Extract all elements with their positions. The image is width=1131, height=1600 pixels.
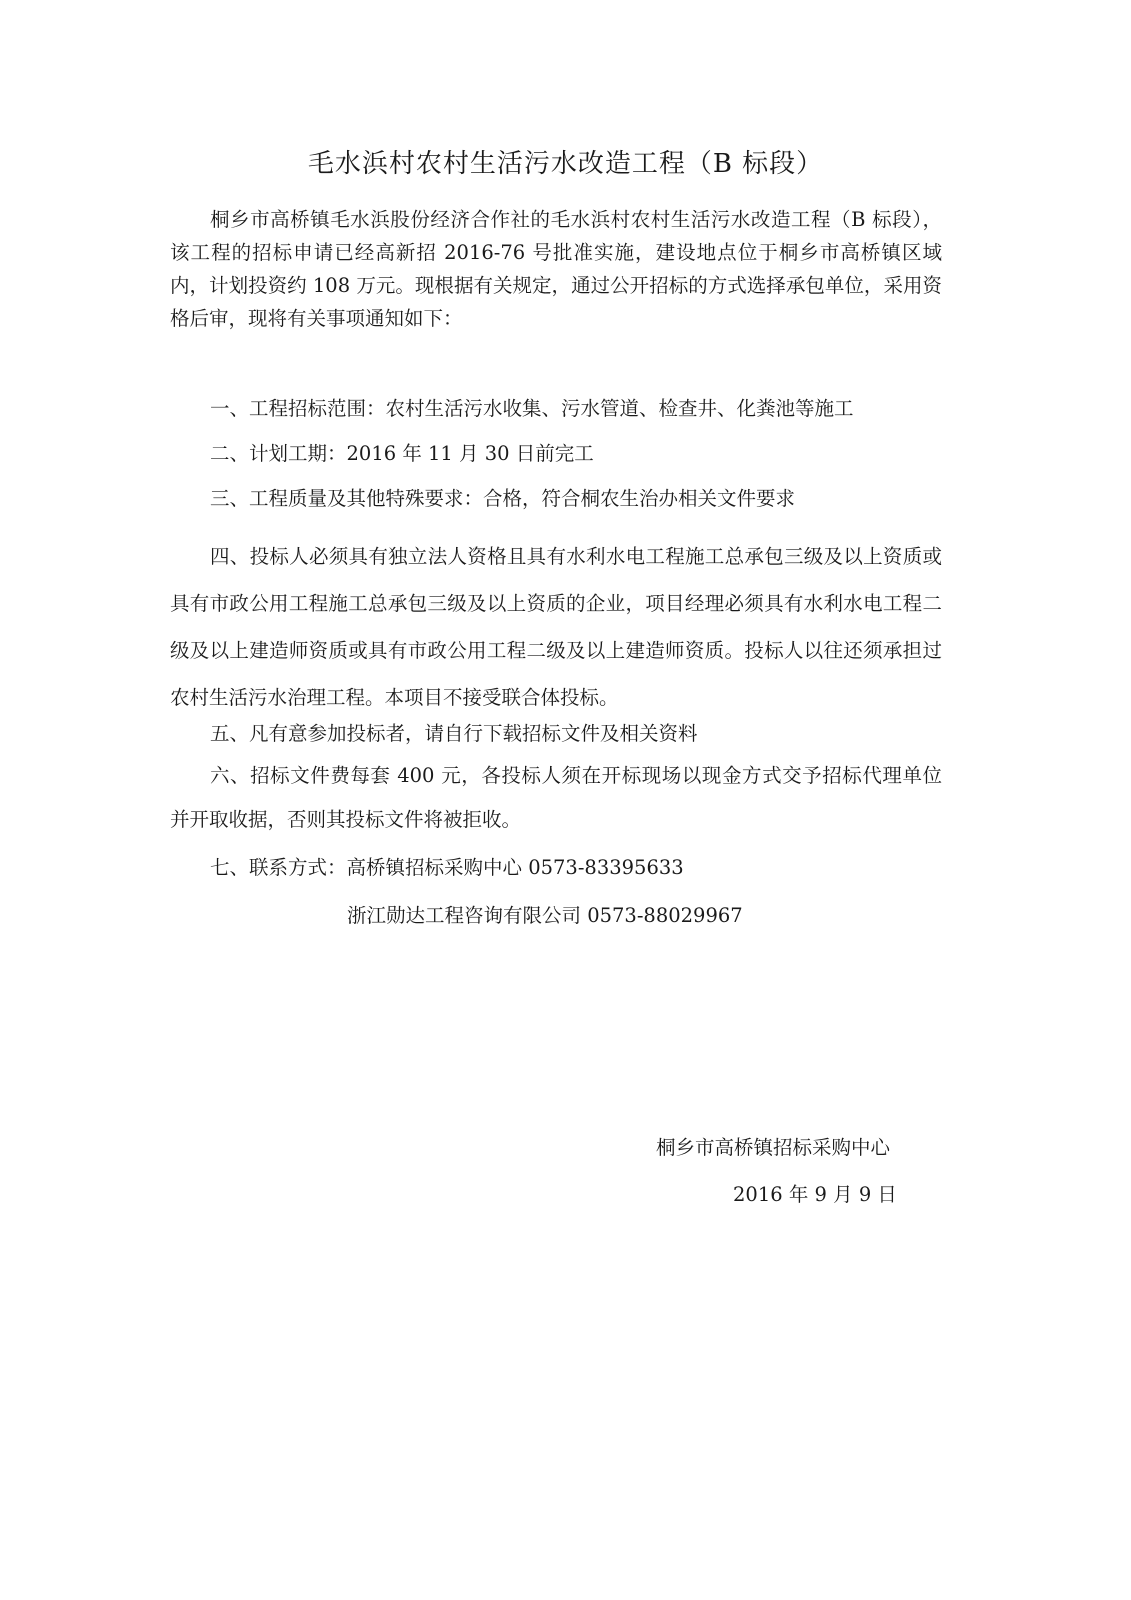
notice-item-1 <box>170 392 942 425</box>
intro-paragraph <box>170 203 942 335</box>
notice-item-2 <box>170 437 942 470</box>
notice-item-4 <box>170 533 942 721</box>
signature-organization: 桐乡市高桥镇招标采购中心 <box>656 1136 891 1159</box>
notice-item-1-text: 一、工程招标范围：农村生活污水收集、污水管道、检查井、化粪池等施工 <box>210 397 854 420</box>
notice-item-6-text: 六、招标文件费每套 400 元，各投标人须在开标现场以现金方式交予招标代理单位并开取收据，否则其投标文件将被拒收。 <box>170 764 942 831</box>
notice-item-5-text: 五、凡有意参加投标者，请自行下载招标文件及相关资料 <box>210 722 698 745</box>
notice-item-4-text: 四、投标人必须具有独立法人资格且具有水利水电工程施工总承包三级及以上资质或具有市政公用工程施工总承包三级及以上资质的企业，项目经理必须具有水利水电工程二级及以上建造师资质或具有市政公用工程二级及以上建造师资质。投标人以往还须承担过农村生活污水治理工程。本项目不接受联合体投标。 <box>170 545 942 709</box>
contact-second-line: 浙江勋达工程咨询有限公司 0573-88029967 <box>347 904 743 927</box>
notice-item-2-text: 二、计划工期：2016 年 11 月 30 日前完工 <box>210 442 594 465</box>
signature-date: 2016 年 9 月 9 日 <box>733 1183 897 1206</box>
notice-item-7-text: 七、联系方式：高桥镇招标采购中心 0573-83395633 <box>210 856 684 879</box>
notice-item-6 <box>170 754 942 842</box>
intro-text: 桐乡市高桥镇毛水浜股份经济合作社的毛水浜村农村生活污水改造工程（B 标段），该工程的招标申请已经高新招 2016-76 号批准实施，建设地点位于桐乡市高桥镇区域内，计划投资约 108 万元。现根据有关规定，通过公开招标的方式选择承包单位，采用资格后审，现将有关事项通知如下： <box>170 208 942 330</box>
notice-item-7 <box>170 851 942 884</box>
notice-item-3 <box>170 482 942 515</box>
notice-item-5 <box>170 717 942 750</box>
document-title: 毛水浜村农村生活污水改造工程（B 标段） <box>307 149 824 179</box>
notice-item-3-text: 三、工程质量及其他特殊要求：合格，符合桐农生治办相关文件要求 <box>210 487 796 510</box>
